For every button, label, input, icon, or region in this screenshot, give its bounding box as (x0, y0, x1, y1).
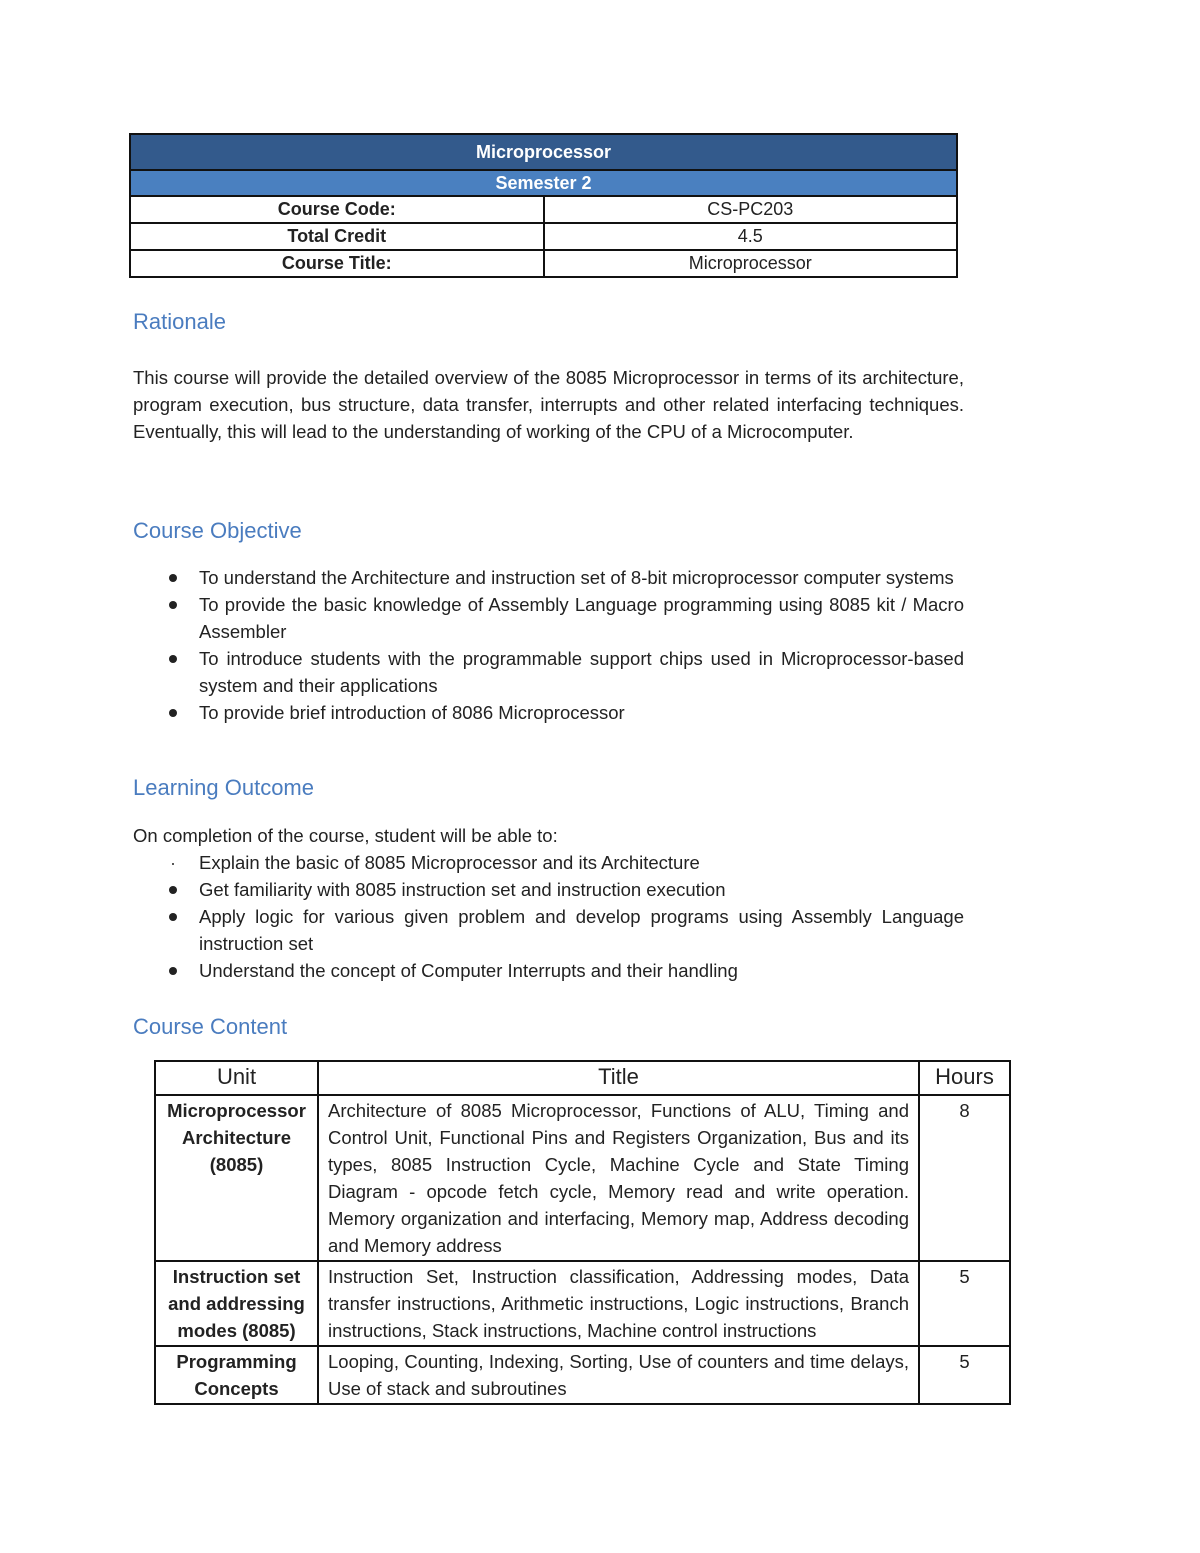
course-objective-heading: Course Objective (133, 518, 302, 543)
learning-outcome-intro: On completion of the course, student will be able to: (133, 825, 558, 846)
list-item-text: Apply logic for various given problem and develop programs using Assembly Language instruction set (199, 906, 964, 954)
list-item (133, 699, 964, 726)
list-item (133, 849, 964, 876)
unit-cell: Instruction set and addressing modes (8085) (155, 1261, 318, 1346)
course-info-table (129, 133, 958, 278)
course-code-value: CS-PC203 (544, 196, 958, 223)
list-item-text: To introduce students with the programmable support chips used in Microprocessor-based system and their applications (199, 648, 964, 696)
table-row (155, 1261, 1010, 1346)
list-item-text: To understand the Architecture and instruction set of 8-bit microprocessor computer systems (199, 567, 954, 588)
list-item-text: Get familiarity with 8085 instruction set and instruction execution (199, 879, 726, 900)
course-title-value: Microprocessor (544, 250, 958, 277)
bullet-icon (169, 574, 177, 582)
bullet-icon (169, 601, 177, 609)
column-header-title: Title (318, 1061, 919, 1095)
small-dot-icon (172, 863, 174, 865)
table-header-row (155, 1061, 1010, 1095)
title-cell: Instruction Set, Instruction classification, Addressing modes, Data transfer instructions, Arithmetic instructions, Logic instructions, Branch instructions, Stack instructions, Machine control instructions (318, 1261, 919, 1346)
title-cell: Looping, Counting, Indexing, Sorting, Use of counters and time delays, Use of stack and subroutines (318, 1346, 919, 1404)
course-info-row (130, 223, 957, 250)
title-cell: Architecture of 8085 Microprocessor, Functions of ALU, Timing and Control Unit, Functional Pins and Registers Organization, Bus and its types, 8085 Instruction Cycle, Machine Cycle and State Timing Diagram - opcode fetch cycle, Memory read and write operation. Memory organization and interfacing, Memory map, Address decoding and Memory address (318, 1095, 919, 1261)
total-credit-value: 4.5 (544, 223, 958, 250)
hours-cell: 5 (919, 1346, 1010, 1404)
list-item (133, 564, 964, 591)
course-info-row (130, 250, 957, 277)
bullet-icon (169, 886, 177, 894)
hours-cell: 8 (919, 1095, 1010, 1261)
course-content-table (154, 1060, 1011, 1405)
unit-cell: Programming Concepts (155, 1346, 318, 1404)
bullet-icon (169, 655, 177, 663)
learning-outcome-heading: Learning Outcome (133, 775, 314, 800)
total-credit-label: Total Credit (130, 223, 544, 250)
list-item (133, 957, 964, 984)
course-info-row (130, 196, 957, 223)
list-item (133, 876, 964, 903)
course-content-heading: Course Content (133, 1014, 288, 1039)
course-code-label: Course Code: (130, 196, 544, 223)
rationale-heading: Rationale (133, 309, 226, 334)
column-header-hours: Hours (919, 1061, 1010, 1095)
list-item-text: To provide the basic knowledge of Assembly Language programming using 8085 kit / Macro Assembler (199, 594, 964, 642)
list-item-text: To provide brief introduction of 8086 Microprocessor (199, 702, 625, 723)
list-item (133, 903, 964, 957)
table-row (155, 1095, 1010, 1261)
bullet-icon (169, 709, 177, 717)
course-title-label: Course Title: (130, 250, 544, 277)
hours-cell: 5 (919, 1261, 1010, 1346)
course-objective-list (133, 564, 964, 726)
list-item (133, 645, 964, 699)
course-table-title: Microprocessor (130, 134, 957, 170)
table-row (155, 1346, 1010, 1404)
rationale-text: This course will provide the detailed overview of the 8085 Microprocessor in terms of its architecture, program execution, bus structure, data transfer, interrupts and other related interfacing techniques. Eventually, this will lead to the understanding of working of the CPU of a Microcomputer. (133, 367, 964, 442)
course-table-semester: Semester 2 (130, 170, 957, 196)
list-item (133, 591, 964, 645)
bullet-icon (169, 967, 177, 975)
list-item-text: Explain the basic of 8085 Microprocessor and its Architecture (199, 852, 700, 873)
unit-cell: Microprocessor Architecture (8085) (155, 1095, 318, 1261)
learning-outcome-list (133, 849, 964, 984)
bullet-icon (169, 913, 177, 921)
column-header-unit: Unit (155, 1061, 318, 1095)
list-item-text: Understand the concept of Computer Interrupts and their handling (199, 960, 738, 981)
